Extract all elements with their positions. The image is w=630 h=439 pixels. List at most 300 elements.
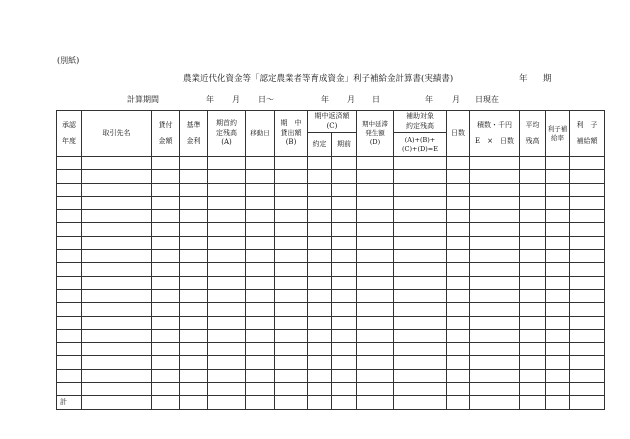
table-cell[interactable] bbox=[275, 396, 308, 410]
table-cell[interactable] bbox=[447, 289, 470, 302]
table-cell[interactable] bbox=[520, 343, 546, 356]
table-cell[interactable] bbox=[570, 183, 605, 196]
table-cell[interactable] bbox=[180, 196, 208, 209]
table-cell[interactable] bbox=[246, 250, 275, 263]
table-cell[interactable] bbox=[520, 356, 546, 369]
table-cell[interactable] bbox=[570, 210, 605, 223]
table-cell[interactable] bbox=[357, 250, 394, 263]
table-cell[interactable] bbox=[570, 396, 605, 410]
table-cell[interactable] bbox=[208, 369, 246, 382]
table-cell[interactable] bbox=[57, 289, 82, 302]
table-cell[interactable] bbox=[246, 210, 275, 223]
table-cell[interactable] bbox=[470, 356, 520, 369]
table-cell[interactable] bbox=[82, 383, 152, 396]
table-cell[interactable] bbox=[332, 303, 357, 316]
table-cell[interactable] bbox=[332, 276, 357, 289]
table-cell[interactable] bbox=[394, 183, 447, 196]
table-cell[interactable] bbox=[332, 369, 357, 382]
table-cell[interactable] bbox=[308, 356, 332, 369]
table-cell[interactable] bbox=[152, 157, 180, 170]
table-cell[interactable] bbox=[332, 223, 357, 236]
table-cell[interactable] bbox=[82, 183, 152, 196]
table-cell[interactable] bbox=[180, 157, 208, 170]
table-cell[interactable] bbox=[82, 196, 152, 209]
table-cell[interactable] bbox=[180, 263, 208, 276]
table-cell[interactable] bbox=[570, 369, 605, 382]
table-cell[interactable] bbox=[57, 210, 82, 223]
table-cell[interactable] bbox=[180, 170, 208, 183]
table-cell[interactable] bbox=[246, 276, 275, 289]
table-cell[interactable] bbox=[357, 210, 394, 223]
table-cell[interactable] bbox=[470, 196, 520, 209]
table-cell[interactable] bbox=[520, 396, 546, 410]
table-cell[interactable] bbox=[208, 316, 246, 329]
table-cell[interactable] bbox=[152, 236, 180, 249]
table-cell[interactable] bbox=[470, 383, 520, 396]
table-cell[interactable] bbox=[208, 183, 246, 196]
table-cell[interactable] bbox=[275, 276, 308, 289]
table-cell[interactable] bbox=[308, 276, 332, 289]
table-cell[interactable] bbox=[394, 157, 447, 170]
table-cell[interactable] bbox=[180, 316, 208, 329]
table-cell[interactable] bbox=[57, 369, 82, 382]
table-cell[interactable] bbox=[57, 223, 82, 236]
table-cell[interactable] bbox=[570, 383, 605, 396]
table-cell[interactable] bbox=[152, 210, 180, 223]
table-cell[interactable] bbox=[470, 276, 520, 289]
table-cell[interactable] bbox=[520, 223, 546, 236]
table-cell[interactable] bbox=[246, 356, 275, 369]
table-cell[interactable] bbox=[470, 250, 520, 263]
table-cell[interactable] bbox=[82, 276, 152, 289]
table-cell[interactable] bbox=[180, 329, 208, 342]
table-cell[interactable] bbox=[152, 329, 180, 342]
table-cell[interactable] bbox=[447, 157, 470, 170]
table-cell[interactable] bbox=[394, 276, 447, 289]
table-cell[interactable] bbox=[546, 383, 570, 396]
table-cell[interactable] bbox=[308, 223, 332, 236]
table-cell[interactable] bbox=[82, 369, 152, 382]
table-cell[interactable] bbox=[82, 303, 152, 316]
table-cell[interactable] bbox=[332, 157, 357, 170]
table-cell[interactable] bbox=[332, 396, 357, 410]
table-cell[interactable] bbox=[357, 183, 394, 196]
table-cell[interactable] bbox=[246, 343, 275, 356]
table-cell[interactable] bbox=[208, 236, 246, 249]
table-cell[interactable] bbox=[180, 369, 208, 382]
table-cell[interactable] bbox=[208, 329, 246, 342]
table-cell[interactable] bbox=[246, 383, 275, 396]
table-cell[interactable] bbox=[447, 356, 470, 369]
table-cell[interactable] bbox=[357, 383, 394, 396]
table-cell[interactable] bbox=[520, 329, 546, 342]
table-cell[interactable] bbox=[470, 183, 520, 196]
table-cell[interactable] bbox=[308, 369, 332, 382]
table-cell[interactable] bbox=[246, 157, 275, 170]
table-cell[interactable] bbox=[152, 276, 180, 289]
table-cell[interactable] bbox=[308, 396, 332, 410]
table-cell[interactable] bbox=[332, 236, 357, 249]
table-cell[interactable] bbox=[357, 157, 394, 170]
table-cell[interactable] bbox=[447, 263, 470, 276]
table-cell[interactable] bbox=[357, 356, 394, 369]
table-cell[interactable] bbox=[180, 303, 208, 316]
table-cell[interactable] bbox=[152, 263, 180, 276]
table-cell[interactable] bbox=[570, 157, 605, 170]
table-cell[interactable] bbox=[570, 250, 605, 263]
table-cell[interactable] bbox=[82, 210, 152, 223]
table-cell[interactable] bbox=[275, 316, 308, 329]
table-cell[interactable] bbox=[180, 223, 208, 236]
table-cell[interactable] bbox=[275, 210, 308, 223]
table-cell[interactable] bbox=[246, 289, 275, 302]
table-cell[interactable] bbox=[246, 223, 275, 236]
table-cell[interactable] bbox=[308, 210, 332, 223]
table-cell[interactable] bbox=[332, 316, 357, 329]
table-cell[interactable] bbox=[57, 343, 82, 356]
table-cell[interactable] bbox=[275, 369, 308, 382]
table-cell[interactable] bbox=[152, 343, 180, 356]
table-cell[interactable] bbox=[520, 210, 546, 223]
table-cell[interactable] bbox=[357, 196, 394, 209]
table-cell[interactable] bbox=[246, 183, 275, 196]
table-cell[interactable] bbox=[546, 250, 570, 263]
table-cell[interactable] bbox=[520, 196, 546, 209]
table-cell[interactable] bbox=[570, 289, 605, 302]
table-cell[interactable] bbox=[447, 236, 470, 249]
table-cell[interactable] bbox=[520, 250, 546, 263]
table-cell[interactable] bbox=[180, 356, 208, 369]
table-cell[interactable] bbox=[570, 170, 605, 183]
table-cell[interactable] bbox=[357, 223, 394, 236]
table-cell[interactable] bbox=[357, 316, 394, 329]
table-cell[interactable] bbox=[152, 223, 180, 236]
table-cell[interactable] bbox=[308, 303, 332, 316]
table-cell[interactable] bbox=[82, 329, 152, 342]
table-cell[interactable] bbox=[275, 183, 308, 196]
table-cell[interactable] bbox=[275, 289, 308, 302]
table-cell[interactable] bbox=[246, 329, 275, 342]
table-cell[interactable] bbox=[447, 316, 470, 329]
table-cell[interactable] bbox=[570, 356, 605, 369]
table-cell[interactable] bbox=[82, 263, 152, 276]
table-cell[interactable] bbox=[357, 369, 394, 382]
table-cell[interactable] bbox=[394, 329, 447, 342]
table-cell[interactable] bbox=[357, 289, 394, 302]
table-cell[interactable] bbox=[82, 223, 152, 236]
table-cell[interactable] bbox=[447, 396, 470, 410]
table-cell[interactable] bbox=[208, 383, 246, 396]
table-cell[interactable] bbox=[308, 250, 332, 263]
table-cell[interactable] bbox=[546, 210, 570, 223]
table-cell[interactable] bbox=[447, 276, 470, 289]
table-cell[interactable] bbox=[332, 250, 357, 263]
table-cell[interactable] bbox=[394, 170, 447, 183]
table-cell[interactable] bbox=[470, 236, 520, 249]
table-cell[interactable] bbox=[447, 303, 470, 316]
table-cell[interactable] bbox=[57, 157, 82, 170]
table-cell[interactable] bbox=[332, 356, 357, 369]
table-cell[interactable] bbox=[394, 303, 447, 316]
table-cell[interactable] bbox=[570, 303, 605, 316]
table-cell[interactable] bbox=[520, 157, 546, 170]
table-cell[interactable] bbox=[332, 196, 357, 209]
table-cell[interactable] bbox=[82, 157, 152, 170]
table-cell[interactable] bbox=[520, 236, 546, 249]
table-cell[interactable] bbox=[470, 210, 520, 223]
table-cell[interactable] bbox=[57, 170, 82, 183]
table-cell[interactable] bbox=[180, 343, 208, 356]
table-cell[interactable] bbox=[275, 170, 308, 183]
table-cell[interactable] bbox=[57, 263, 82, 276]
table-cell[interactable] bbox=[152, 289, 180, 302]
table-cell[interactable] bbox=[275, 343, 308, 356]
table-cell[interactable] bbox=[308, 329, 332, 342]
table-cell[interactable] bbox=[447, 170, 470, 183]
table-cell[interactable] bbox=[82, 396, 152, 410]
table-cell[interactable] bbox=[394, 396, 447, 410]
table-cell[interactable] bbox=[308, 183, 332, 196]
table-cell[interactable] bbox=[208, 210, 246, 223]
table-cell[interactable] bbox=[57, 329, 82, 342]
table-cell[interactable] bbox=[447, 329, 470, 342]
table-cell[interactable] bbox=[152, 356, 180, 369]
table-cell[interactable] bbox=[308, 383, 332, 396]
table-cell[interactable] bbox=[57, 250, 82, 263]
table-cell[interactable] bbox=[470, 303, 520, 316]
table-cell[interactable] bbox=[332, 263, 357, 276]
table-cell[interactable] bbox=[546, 289, 570, 302]
table-cell[interactable] bbox=[470, 343, 520, 356]
table-cell[interactable] bbox=[82, 343, 152, 356]
table-cell[interactable] bbox=[357, 170, 394, 183]
table-cell[interactable] bbox=[520, 170, 546, 183]
table-cell[interactable] bbox=[308, 316, 332, 329]
table-cell[interactable] bbox=[570, 223, 605, 236]
table-cell[interactable] bbox=[82, 289, 152, 302]
table-cell[interactable] bbox=[470, 329, 520, 342]
table-cell[interactable] bbox=[570, 236, 605, 249]
table-cell[interactable] bbox=[394, 316, 447, 329]
table-cell[interactable] bbox=[208, 343, 246, 356]
table-cell[interactable] bbox=[546, 157, 570, 170]
table-cell[interactable] bbox=[357, 329, 394, 342]
table-cell[interactable] bbox=[152, 316, 180, 329]
table-cell[interactable] bbox=[546, 343, 570, 356]
table-cell[interactable] bbox=[357, 343, 394, 356]
table-cell[interactable] bbox=[180, 396, 208, 410]
table-cell[interactable] bbox=[208, 396, 246, 410]
table-cell[interactable] bbox=[470, 263, 520, 276]
table-cell[interactable] bbox=[447, 343, 470, 356]
table-cell[interactable] bbox=[332, 289, 357, 302]
table-cell[interactable] bbox=[332, 210, 357, 223]
table-cell[interactable] bbox=[546, 223, 570, 236]
table-cell[interactable] bbox=[546, 196, 570, 209]
table-cell[interactable] bbox=[180, 183, 208, 196]
table-cell[interactable] bbox=[308, 236, 332, 249]
table-cell[interactable] bbox=[332, 183, 357, 196]
table-cell[interactable] bbox=[470, 223, 520, 236]
table-cell[interactable] bbox=[57, 236, 82, 249]
table-cell[interactable] bbox=[357, 236, 394, 249]
table-cell[interactable] bbox=[546, 170, 570, 183]
table-cell[interactable] bbox=[570, 343, 605, 356]
table-cell[interactable] bbox=[208, 356, 246, 369]
table-cell[interactable] bbox=[57, 356, 82, 369]
table-cell[interactable] bbox=[57, 196, 82, 209]
table-cell[interactable] bbox=[447, 223, 470, 236]
table-cell[interactable] bbox=[447, 210, 470, 223]
table-cell[interactable] bbox=[275, 236, 308, 249]
table-cell[interactable] bbox=[470, 289, 520, 302]
table-cell[interactable] bbox=[275, 196, 308, 209]
table-cell[interactable] bbox=[470, 316, 520, 329]
table-cell[interactable] bbox=[546, 303, 570, 316]
table-cell[interactable] bbox=[152, 303, 180, 316]
table-cell[interactable] bbox=[546, 263, 570, 276]
table-cell[interactable] bbox=[180, 289, 208, 302]
table-cell[interactable] bbox=[246, 263, 275, 276]
table-cell[interactable] bbox=[447, 183, 470, 196]
table-cell[interactable] bbox=[570, 316, 605, 329]
table-cell[interactable] bbox=[152, 369, 180, 382]
table-cell[interactable] bbox=[180, 236, 208, 249]
table-cell[interactable] bbox=[275, 303, 308, 316]
table-cell[interactable] bbox=[246, 170, 275, 183]
table-cell[interactable] bbox=[546, 356, 570, 369]
table-cell[interactable] bbox=[357, 276, 394, 289]
table-cell[interactable] bbox=[57, 183, 82, 196]
table-cell[interactable] bbox=[275, 263, 308, 276]
table-cell[interactable] bbox=[246, 196, 275, 209]
table-cell[interactable] bbox=[275, 329, 308, 342]
table-cell[interactable] bbox=[470, 396, 520, 410]
table-cell[interactable] bbox=[520, 263, 546, 276]
table-cell[interactable] bbox=[275, 356, 308, 369]
table-cell[interactable] bbox=[275, 157, 308, 170]
table-cell[interactable] bbox=[152, 170, 180, 183]
table-cell[interactable] bbox=[357, 396, 394, 410]
table-cell[interactable] bbox=[332, 383, 357, 396]
table-cell[interactable] bbox=[152, 196, 180, 209]
table-cell[interactable] bbox=[208, 170, 246, 183]
table-cell[interactable] bbox=[394, 196, 447, 209]
table-cell[interactable] bbox=[520, 303, 546, 316]
table-cell[interactable] bbox=[447, 196, 470, 209]
table-cell[interactable] bbox=[546, 369, 570, 382]
table-cell[interactable] bbox=[82, 250, 152, 263]
table-cell[interactable] bbox=[470, 157, 520, 170]
table-cell[interactable] bbox=[570, 196, 605, 209]
table-cell[interactable] bbox=[357, 263, 394, 276]
table-cell[interactable] bbox=[470, 369, 520, 382]
table-cell[interactable] bbox=[82, 170, 152, 183]
table-cell[interactable] bbox=[308, 157, 332, 170]
table-cell[interactable] bbox=[394, 343, 447, 356]
table-cell[interactable] bbox=[570, 263, 605, 276]
table-cell[interactable] bbox=[308, 263, 332, 276]
table-cell[interactable] bbox=[546, 276, 570, 289]
table-cell[interactable] bbox=[180, 210, 208, 223]
table-cell[interactable] bbox=[180, 276, 208, 289]
table-cell[interactable] bbox=[447, 383, 470, 396]
table-cell[interactable] bbox=[246, 396, 275, 410]
table-cell[interactable] bbox=[520, 316, 546, 329]
table-cell[interactable] bbox=[520, 369, 546, 382]
table-cell[interactable] bbox=[208, 289, 246, 302]
table-cell[interactable] bbox=[447, 369, 470, 382]
table-cell[interactable] bbox=[82, 236, 152, 249]
table-cell[interactable] bbox=[275, 223, 308, 236]
table-cell[interactable] bbox=[520, 289, 546, 302]
table-cell[interactable] bbox=[357, 303, 394, 316]
table-cell[interactable] bbox=[82, 316, 152, 329]
table-cell[interactable] bbox=[180, 250, 208, 263]
table-cell[interactable] bbox=[208, 196, 246, 209]
table-cell[interactable] bbox=[394, 369, 447, 382]
table-cell[interactable] bbox=[208, 263, 246, 276]
table-cell[interactable] bbox=[152, 183, 180, 196]
table-cell[interactable] bbox=[447, 250, 470, 263]
table-cell[interactable] bbox=[570, 329, 605, 342]
table-cell[interactable] bbox=[208, 157, 246, 170]
table-cell[interactable] bbox=[180, 383, 208, 396]
table-cell[interactable] bbox=[520, 183, 546, 196]
table-cell[interactable] bbox=[332, 329, 357, 342]
table-cell[interactable] bbox=[246, 369, 275, 382]
table-cell[interactable] bbox=[308, 289, 332, 302]
table-cell[interactable] bbox=[520, 276, 546, 289]
table-cell[interactable] bbox=[57, 303, 82, 316]
table-cell[interactable] bbox=[308, 196, 332, 209]
table-cell[interactable] bbox=[152, 396, 180, 410]
table-cell[interactable] bbox=[546, 183, 570, 196]
table-cell[interactable] bbox=[57, 276, 82, 289]
table-cell[interactable] bbox=[208, 303, 246, 316]
table-cell[interactable] bbox=[246, 236, 275, 249]
table-cell[interactable] bbox=[394, 289, 447, 302]
table-cell[interactable] bbox=[394, 223, 447, 236]
table-cell[interactable] bbox=[394, 236, 447, 249]
table-cell[interactable] bbox=[546, 396, 570, 410]
table-cell[interactable] bbox=[246, 316, 275, 329]
table-cell[interactable] bbox=[57, 316, 82, 329]
table-cell[interactable] bbox=[246, 303, 275, 316]
table-cell[interactable] bbox=[520, 383, 546, 396]
table-cell[interactable] bbox=[394, 356, 447, 369]
table-cell[interactable] bbox=[275, 250, 308, 263]
table-cell[interactable] bbox=[208, 276, 246, 289]
table-cell[interactable] bbox=[546, 236, 570, 249]
table-cell[interactable] bbox=[546, 316, 570, 329]
table-cell[interactable] bbox=[394, 250, 447, 263]
table-cell[interactable] bbox=[57, 383, 82, 396]
table-cell[interactable] bbox=[275, 383, 308, 396]
table-cell[interactable] bbox=[152, 383, 180, 396]
table-cell[interactable] bbox=[152, 250, 180, 263]
table-cell[interactable] bbox=[208, 223, 246, 236]
table-cell[interactable] bbox=[546, 329, 570, 342]
table-cell[interactable] bbox=[394, 383, 447, 396]
table-cell[interactable] bbox=[308, 343, 332, 356]
table-cell[interactable] bbox=[308, 170, 332, 183]
table-cell[interactable] bbox=[394, 210, 447, 223]
table-cell[interactable] bbox=[394, 263, 447, 276]
table-cell[interactable] bbox=[332, 170, 357, 183]
table-cell[interactable] bbox=[208, 250, 246, 263]
table-cell[interactable] bbox=[332, 343, 357, 356]
